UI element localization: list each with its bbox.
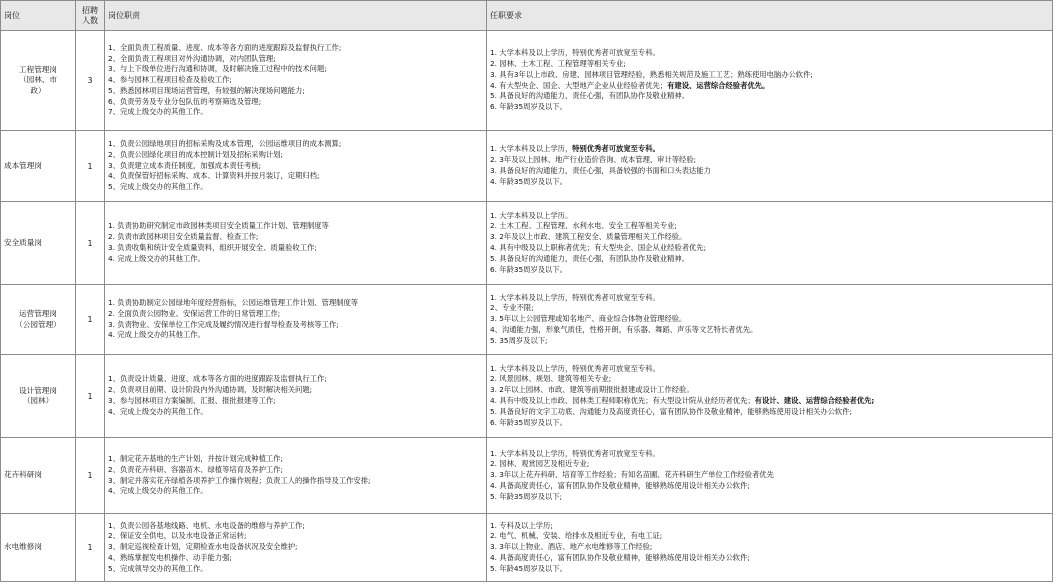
requirement-item: 3. 具有3年以上市政、房建、园林项目管理经验，熟悉相关规范及施工工艺；熟练使用电脑办公软件; (490, 69, 813, 79)
duty-item: 1、负责公园各基地线路、电机、水电设备的维修与养护工作; (108, 520, 305, 530)
duty-item: 4. 完成上级交办的其他工作。 (108, 253, 205, 263)
duty-item: 4、完成上级交办的其他工作。 (108, 486, 208, 496)
duty-item: 2. 负责市政园林项目安全质量监督、检查工作; (108, 232, 259, 242)
header-position: 岗位 (1, 1, 76, 31)
requirement-item: 1. 专科及以上学历; (490, 520, 553, 530)
requirement-item: 3. 5年以上公园管理或知名地产、商业综合体物业管理经验。 (490, 314, 687, 324)
header-row (1, 1, 1053, 31)
position-cell (1, 285, 76, 355)
requirement-item: 2. 电气、机械、安装、给排水及相近专业，有电工证; (490, 531, 663, 541)
duties-cell (105, 285, 487, 355)
requirement-item (490, 81, 1052, 92)
header-count-line2: 人数 (82, 15, 98, 25)
requirement-item: 1. 大学本科及以上学历，特别优秀者可放宽至专科。 (490, 363, 660, 373)
position-line: 政） (30, 85, 46, 95)
count-cell: 1 (76, 285, 105, 355)
requirements-cell (487, 202, 1053, 285)
duty-item: 4、熟练掌握发电机操作、动手能力强; (108, 552, 232, 562)
requirement-item: 4. 具备高度责任心，富有团队协作及敬业精神，能够熟练使用设计相关办公软件; (490, 480, 750, 490)
requirement-item: 4. 具有中级及以上职称者优先；有大型央企、国企从业经验者优先; (490, 243, 707, 252)
requirement-emphasis: 有设计、建设、运营综合经验者优先; (754, 396, 875, 405)
duties-cell (105, 438, 487, 514)
requirement-item: 2. 3年及以上园林、地产行业造价咨询、成本管理、审计等经验; (490, 155, 697, 165)
requirements-cell (487, 438, 1053, 514)
requirement-item: 5. 具备良好的文字工功底、沟通能力及高度责任心，富有团队协作及敬业精神，能够熟练使用设计相关办公软件; (490, 406, 852, 416)
duty-item: 1. 负责协助制定公园绿地年度经营指标，公园运维管理工作计划、管理制度等 (108, 297, 359, 307)
duty-item: 4、负责保管好招标采购、成本、计算资料并按月装订，定期归档; (108, 171, 320, 181)
requirement-item: 1. 大学本科及以上学历。 (490, 210, 573, 220)
requirement-item: 5. 具备良好的沟通能力，责任心强，有团队协作及敬业精神。 (490, 253, 689, 263)
position-cell (1, 438, 76, 514)
duty-item: 1、负责设计质量、进度、成本等各方面的进度跟踪及监督执行工作; (108, 374, 327, 384)
table-row (1, 514, 1053, 582)
count-cell: 3 (76, 31, 105, 131)
duty-item: 3. 负责物业、安保单位工作完成及履约情况进行督导检查及考核等工作; (108, 319, 339, 329)
duty-item: 2、负责项目前期、设计阶段内外沟通协调，及时解决相关问题; (108, 385, 313, 395)
requirements-cell (487, 285, 1053, 355)
position-line: 安全质量岗 (4, 237, 42, 247)
duty-item: 4、完成上级交办的其他工作。 (108, 406, 208, 416)
requirements-cell (487, 31, 1053, 131)
duty-item: 2. 全面负责公园物业、安保运营工作的日常管理工作; (108, 308, 281, 318)
position-cell (1, 355, 76, 438)
duty-item: 2、负责公园绿化项目的成本控制计划及招标采购计划; (108, 149, 283, 159)
position-cell (1, 131, 76, 202)
requirement-item (490, 144, 1052, 155)
requirements-cell (487, 514, 1053, 582)
duty-item: 3、与上下级单位进行沟通和协调，及时解决施工过程中的技术问题; (108, 64, 327, 74)
duty-item: 3、制定巡视检查计划，定期检查水电设备状况及安全维护; (108, 542, 298, 552)
requirement-item: 6. 年龄35周岁及以下。 (490, 102, 567, 112)
requirement-item: 3. 2年以上园林、市政、建筑等前期报批报建或设计工作经验。 (490, 385, 694, 395)
requirement-text: 4. 有大型央企、国企、大型地产企业从业经验者优先； (490, 80, 668, 90)
requirement-item (490, 396, 1052, 407)
position-cell (1, 514, 76, 582)
duties-cell (105, 202, 487, 285)
duty-item: 4. 完成上级交办的其他工作。 (108, 330, 205, 340)
requirement-text: 4. 具有中级及以上市政、园林类工程师职称优先；有大型设计院从业经历者优先； (490, 396, 755, 405)
position-line: （园林） (22, 396, 54, 405)
table-row (1, 355, 1053, 438)
duties-cell (105, 355, 487, 438)
count-cell: 1 (76, 131, 105, 202)
requirement-item: 3. 具备良好的沟通能力，责任心强，具备较强的书面和口头表达能力 (490, 166, 711, 175)
requirements-cell (487, 355, 1053, 438)
header-duties: 岗位职责 (105, 1, 487, 31)
requirement-item: 4、沟通能力强，形象气质佳，性格开朗，有乐器、舞蹈、声乐等文艺特长者优先。 (490, 324, 758, 334)
position-line: 水电维修岗 (4, 542, 42, 552)
duty-item: 2、负责花卉科研、容器苗木、绿植等培育及养护工作; (108, 464, 283, 474)
duty-item: 2、保证安全供电，以及水电设备正常运转; (108, 531, 247, 541)
requirement-item: 4. 具备高度责任心，富有团队协作及敬业精神，能够熟练使用设计相关办公软件; (490, 552, 750, 562)
table-row (1, 285, 1053, 355)
table-row (1, 31, 1053, 131)
duty-item: 5、熟悉园林项目现场运营管理，有较强的解决现场问题能力; (108, 85, 305, 95)
requirement-item: 2、专业不限; (490, 303, 534, 313)
position-cell (1, 31, 76, 131)
requirement-item: 2. 园林、土木工程、工程管理等相关专业; (490, 58, 626, 68)
requirement-item: 3. 3年以上花卉科研、培育等工作经验；有知名苗圃、花卉科研生产单位工作经验者优先 (490, 470, 774, 480)
duty-item: 3、负责建立成本责任制度，加强成本责任考核; (108, 160, 262, 170)
position-line: （园林、市 (19, 75, 57, 85)
table-row (1, 202, 1053, 285)
requirement-emphasis: 特别优秀者可放宽至专科。 (572, 144, 660, 154)
duties-cell (105, 131, 487, 202)
requirement-item: 5. 35周岁及以下; (490, 335, 548, 345)
requirement-item: 5. 具备良好的沟通能力，责任心强，有团队协作及敬业精神。 (490, 91, 689, 101)
requirement-item: 2. 园林、观赏园艺及相近专业; (490, 459, 590, 469)
duty-item: 3. 负责收集和统计安全质量资料，组织开展安全、质量验收工作; (108, 243, 317, 252)
requirement-item: 6. 年龄35周岁及以下。 (490, 264, 567, 274)
position-cell (1, 202, 76, 285)
position-line: （公园管理） (15, 319, 61, 329)
duties-cell (105, 31, 487, 131)
duty-item: 3、制定并落实花卉绿植各项养护工作操作规程；负责工人的操作指导及工作安排; (108, 475, 371, 485)
duty-item: 4、参与园林工程项目检查及验收工作; (108, 75, 232, 85)
position-line: 花卉科研岗 (4, 470, 42, 480)
duty-item: 1、全面负责工程质量、进度、成本等各方面的进度跟踪及监督执行工作; (108, 42, 342, 52)
requirement-item: 5. 年龄45周岁及以下。 (490, 563, 567, 573)
requirement-item: 6. 年龄35周岁及以下。 (490, 417, 567, 427)
requirement-item: 3. 2年及以上市政、建筑工程安全、质量管理相关工作经验。 (490, 232, 687, 242)
count-cell: 1 (76, 202, 105, 285)
header-count (76, 1, 105, 31)
requirements-cell (487, 131, 1053, 202)
duties-cell (105, 514, 487, 582)
requirement-item: 4. 年龄35周岁及以下。 (490, 176, 567, 186)
requirement-item: 1. 大学本科及以上学历，特别优秀者可放宽至专科。 (490, 48, 660, 58)
duty-item: 1. 负责协助研究制定市政园林类项目安全质量工作计划、管理制度等 (108, 221, 329, 231)
requirement-emphasis: 有建设、运营综合经验者优先。 (667, 80, 770, 90)
requirement-item: 5. 年龄35周岁及以下; (490, 491, 563, 501)
position-line: 设计管理岗 (19, 385, 57, 395)
position-line: 成本管理岗 (4, 160, 42, 170)
requirement-item: 1. 大学本科及以上学历，特别优秀者可放宽至专科。 (490, 448, 660, 458)
duty-item: 6、负责劳务及专业分包队伍的考察筛选及管理; (108, 96, 262, 106)
duty-item: 5、完成领导交办的其他工作。 (108, 563, 208, 573)
header-requirements: 任职要求 (487, 1, 1053, 31)
duty-item: 1、负责公园绿地项目的招标采购及成本管理，公园运维项目的成本测算; (108, 139, 342, 148)
header-count-line1: 招聘 (82, 5, 98, 15)
requirement-item: 2. 风景园林、规划、建筑等相关专业; (490, 374, 612, 384)
duty-item: 5、完成上级交办的其他工作。 (108, 182, 208, 192)
duty-item: 3、参与园林项目方案编制、汇报、报批报建等工作; (108, 396, 276, 405)
position-line: 工程管理岗 (19, 64, 57, 74)
requirement-item: 1. 大学本科及以上学历，特别优秀者可放宽至专科。 (490, 292, 660, 302)
duty-item: 1、制定花卉基地的生产计划，并按计划完成种植工作; (108, 453, 283, 463)
duty-item: 7、完成上级交办的其他工作。 (108, 107, 208, 117)
count-cell: 1 (76, 438, 105, 514)
duty-item: 2、全面负责工程项目对外沟通协调，对内团队管理; (108, 53, 276, 63)
count-cell: 1 (76, 355, 105, 438)
position-line: 运营管理岗 (19, 309, 57, 318)
table-row (1, 131, 1053, 202)
requirement-item: 3. 3年以上物业、酒店、地产水电维修等工作经验; (490, 542, 653, 552)
requirement-text: 1. 大学本科及以上学历， (490, 144, 573, 154)
table-row (1, 438, 1053, 514)
requirement-item: 2. 土木工程、工程管理、水利水电、安全工程等相关专业; (490, 221, 677, 231)
count-cell: 1 (76, 514, 105, 582)
